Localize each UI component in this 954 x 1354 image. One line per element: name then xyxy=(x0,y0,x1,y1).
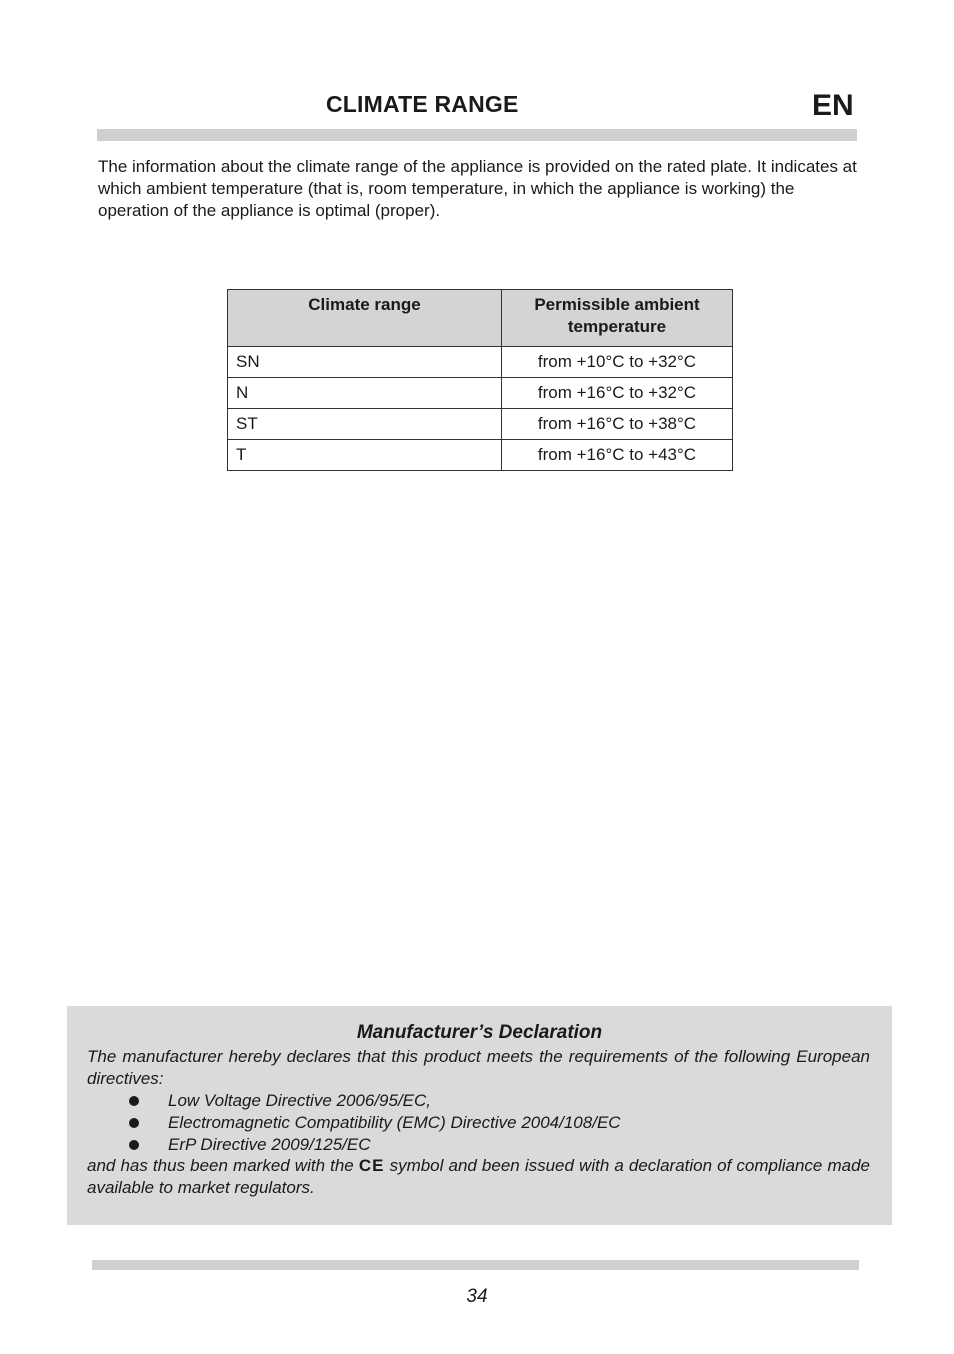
directive-label: ErP Directive 2009/125/EC xyxy=(168,1135,371,1154)
table-row xyxy=(228,409,733,440)
outro-text-end: symbol and been issued with a declaration of compliance made available to market regulators. xyxy=(87,1156,870,1197)
declaration-title: Manufacturer’s Declaration xyxy=(356,1022,603,1043)
climate-class-cell: N xyxy=(228,378,502,409)
outro-text-start: and has thus been marked with the xyxy=(87,1156,354,1175)
directive-label: Electromagnetic Compatibility (EMC) Directive 2004/108/EC xyxy=(168,1113,621,1132)
page-title: CLIMATE RANGE xyxy=(326,91,519,117)
table-header-row xyxy=(228,290,733,347)
table-row xyxy=(228,347,733,378)
header-divider xyxy=(97,129,857,141)
page-number: 34 xyxy=(466,1286,488,1307)
list-item xyxy=(125,1112,621,1134)
directive-list xyxy=(125,1090,621,1156)
bullet-icon xyxy=(129,1140,139,1150)
bullet-icon xyxy=(129,1118,139,1128)
declaration-intro: The manufacturer hereby declares that this product meets the requirements of the following European directives: xyxy=(87,1047,870,1088)
temperature-range-cell: from +16°C to +43°C xyxy=(502,440,733,471)
list-item xyxy=(125,1134,621,1156)
list-item xyxy=(125,1090,621,1112)
intro-paragraph: The information about the climate range of the appliance is provided on the rated plate. It indicates at which ambient temperature (that is, room temperature, in which the appliance is working) the operation of the appliance is optimal (proper). xyxy=(98,157,857,220)
column-header-climate-range: Climate range xyxy=(228,290,502,347)
climate-class-cell: T xyxy=(228,440,502,471)
climate-class-cell: ST xyxy=(228,409,502,440)
column-header-temperature: Permissible ambient temperature xyxy=(502,290,733,347)
temperature-range-cell: from +10°C to +32°C xyxy=(502,347,733,378)
footer-divider xyxy=(92,1260,859,1270)
climate-range-table xyxy=(227,289,733,471)
directive-label: Low Voltage Directive 2006/95/EC, xyxy=(168,1091,432,1110)
declaration-outro xyxy=(87,1155,870,1199)
table-row xyxy=(228,378,733,409)
language-code: EN xyxy=(812,89,854,122)
temperature-range-cell: from +16°C to +38°C xyxy=(502,409,733,440)
bullet-icon xyxy=(129,1096,139,1106)
ce-mark-icon: CE xyxy=(358,1156,385,1175)
climate-class-cell: SN xyxy=(228,347,502,378)
table-row xyxy=(228,440,733,471)
manufacturer-declaration-box xyxy=(67,1006,892,1225)
temperature-range-cell: from +16°C to +32°C xyxy=(502,378,733,409)
